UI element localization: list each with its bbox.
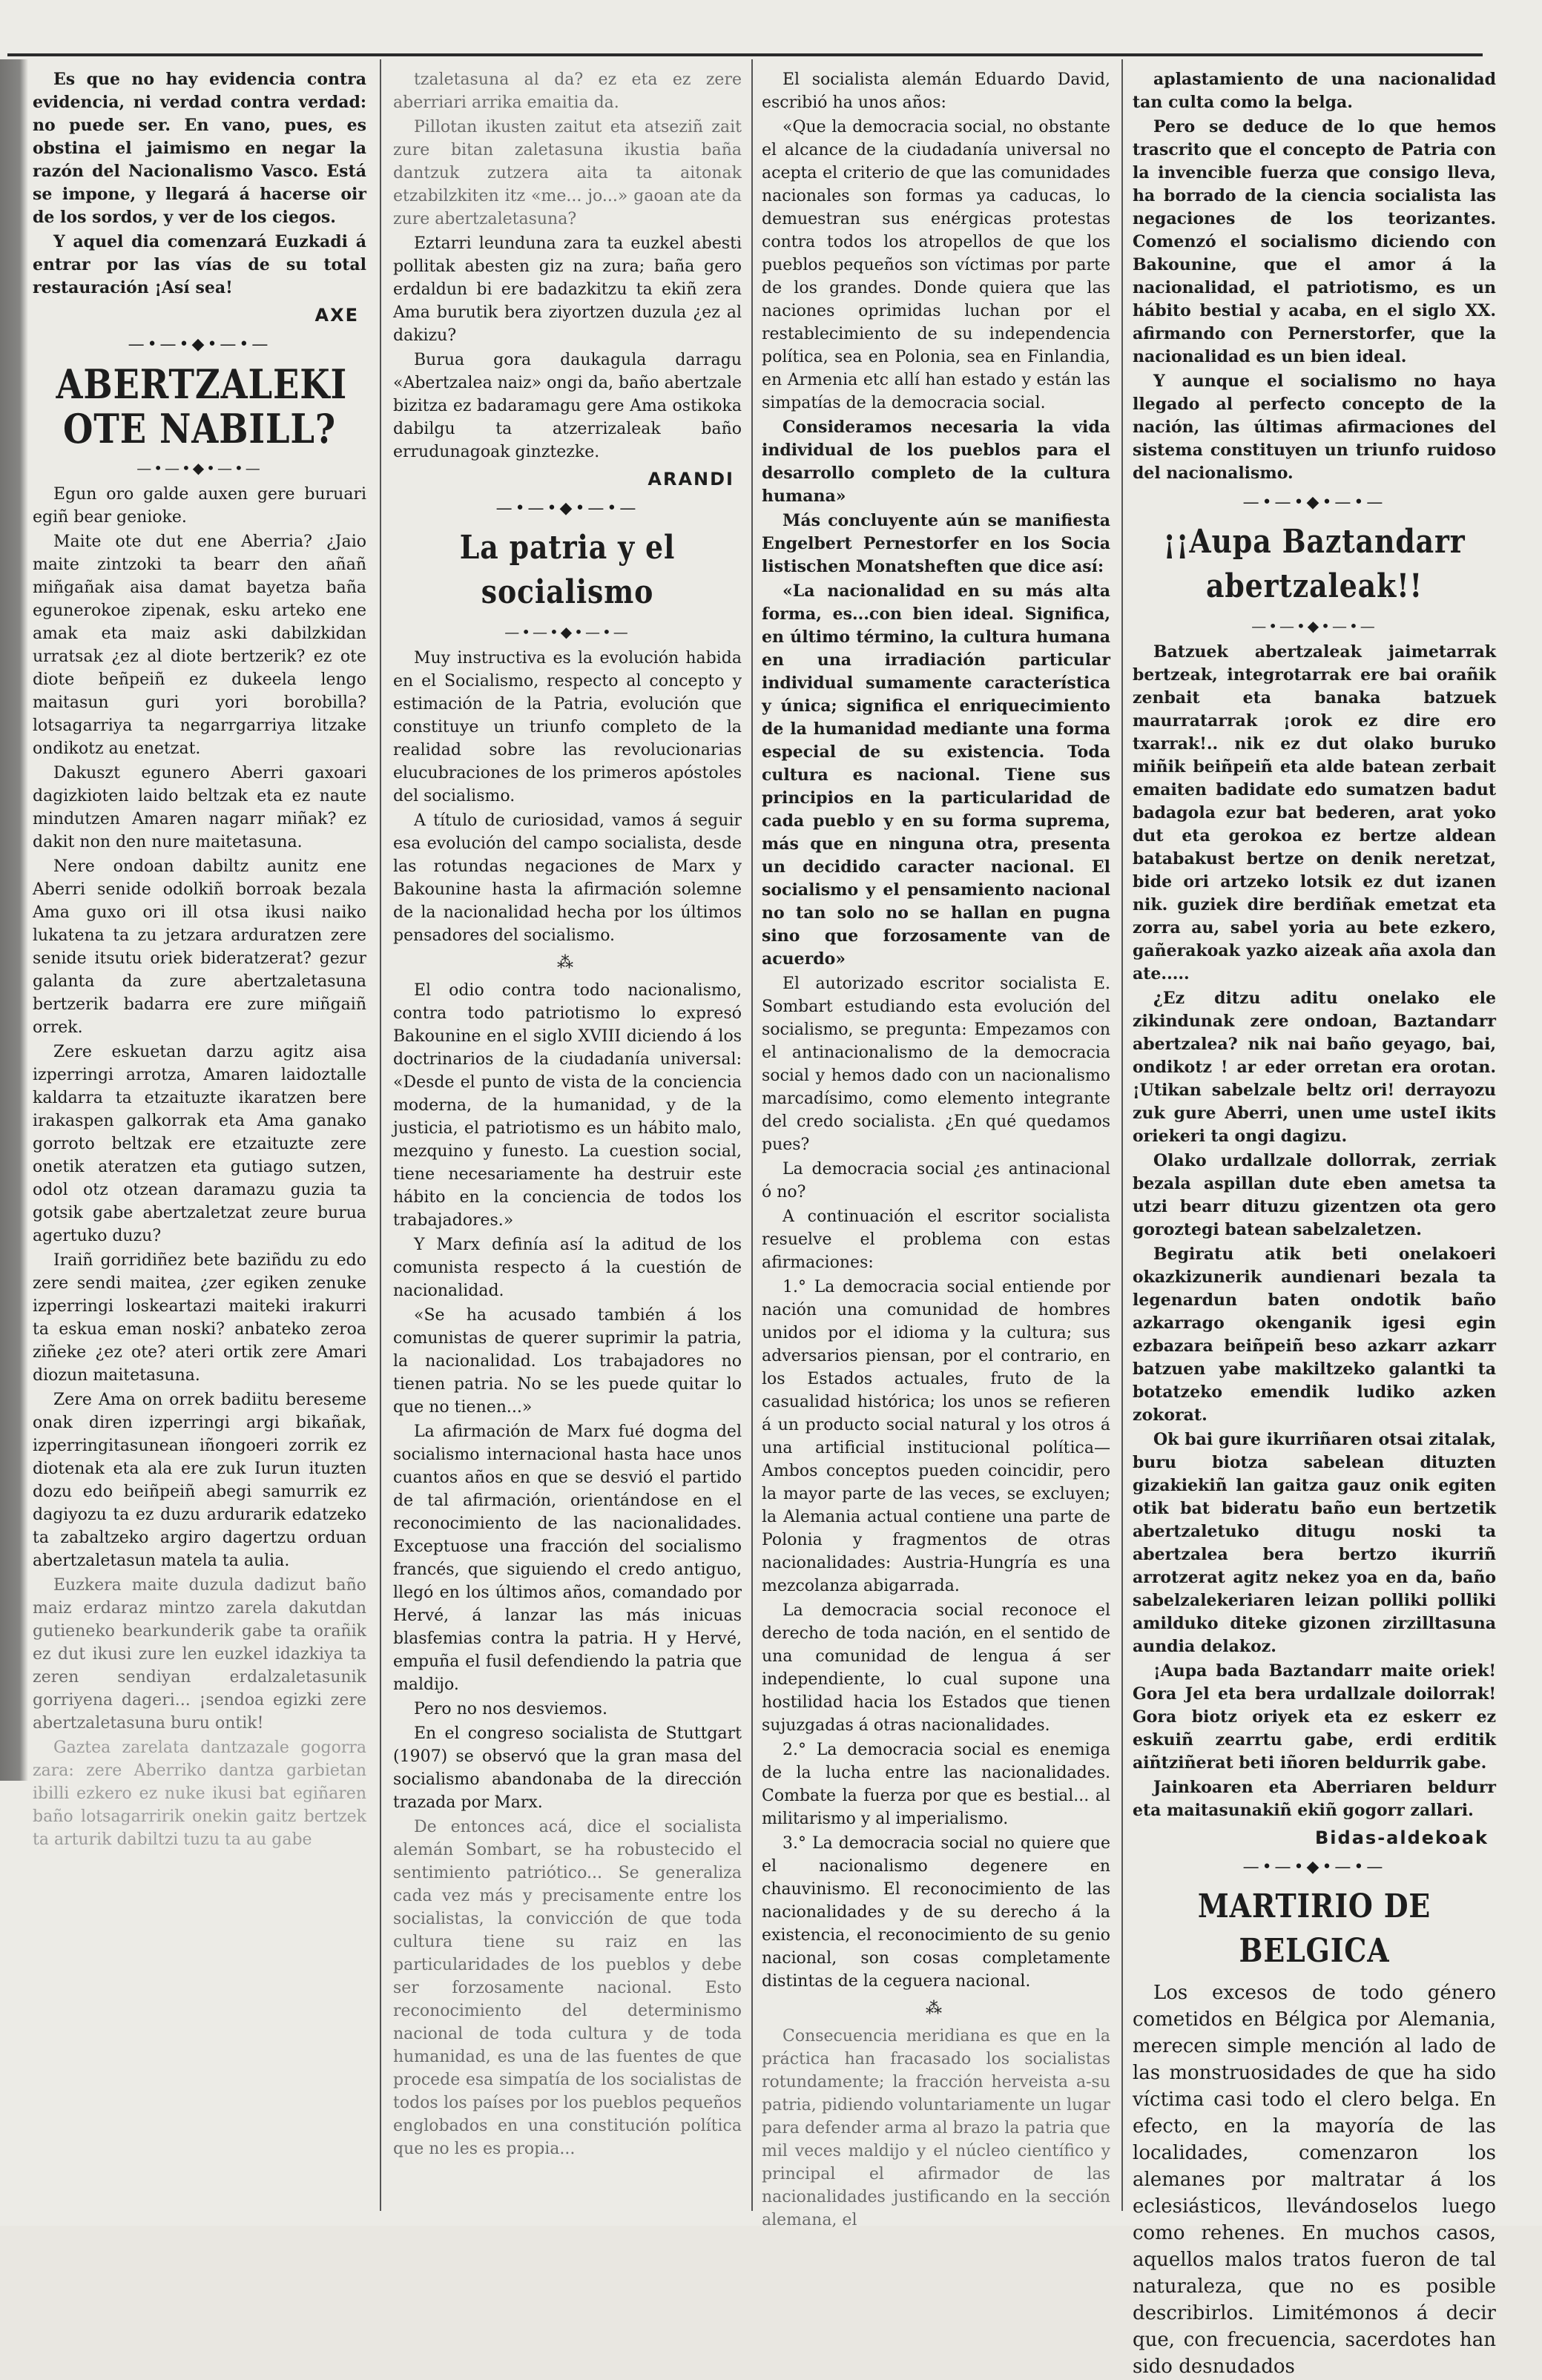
- paragraph: Maite ote dut ene Aberria? ¿Jaio maite zintzoki ta bearr den añañ miñgañak aisa damat bayetza baña egunerokoe zipenak, esku arteko ene amak eta maiz aski dabilzkidan urratsak ¿ez al diote bertzerik? ez ote diote beñpeiñ ez dukeela lengo maitasun guri yori borobilla? lotsagarriya ta negarrgarriya litzake ondikotz au enetzat.: [33, 533, 366, 758]
- paragraph: El autorizado escritor socialista E. Sombart estudiando esta evolución del socialismo, se pregunta: Empezamos con el antinacionalismo de la democracia social y hemos dado con un nacionalismo marcadísimo, como elemento integrante del credo socialista. ¿En qué quedamos pues?: [762, 975, 1110, 1154]
- paragraph: Y aquel dia comenzará Euzkadi á entrar por las vías de su total restauración ¡Así sea!: [33, 232, 366, 297]
- ornament-divider: —•—•◆•—•—: [136, 459, 263, 477]
- signature: Bidas-aldekoak: [1315, 1827, 1489, 1848]
- paragraph: A título de curiosidad, vamos á seguir esa evolución del campo socialista, desde las rotundas negaciones de Marx y Bakounine hasta la afirmación solemne de la nacionalidad hecha por los últimos pensadores del socialismo.: [393, 811, 742, 945]
- ornament-divider: —•—•◆•—•—: [495, 499, 639, 518]
- paragraph: Nere ondoan dabiltz aunitz ene Aberri senide odolkiñ borroak bezala Ama guxo ori ill otsa ikusi naiko lukatena ta zu jetzara arduratzen zere senide itsutu oriek bideratzerat? gezur galanta da zure abertzaletasuna bertzerik badarra ere zure miñgaiñ orrek.: [33, 857, 366, 1037]
- column-2: [393, 68, 742, 2211]
- paragraph: Pero no nos desviemos.: [414, 1700, 607, 1718]
- paragraph: 1.° La democracia social entiende por nación una comunidad de hombres unidos por el idioma y la cultura; sus adversarios piensan, por el contrario, en los Estados actuales, fruto de la casualidad histórica; los unos se refieren á un producto social natural y los otros á una artificial institucional política—Ambos conceptos pueden coincidir, pero la mayor parte de las veces, se excluyen; la Alemania actual contiene una parte de Polonia y fragmentos de otras nacionalidades: Austria-Hungría es una mezcolanza abigarrada.: [762, 1278, 1110, 1595]
- asterism: ⁂: [557, 954, 578, 972]
- paragraph: Eztarri leunduna zara ta euzkel abesti pollitak abesten giz na zura; baña gero erdaldun bi ere badazkitzu ta ekiñ zera Ama burutik bera ziyortzen duzula ¿ez al dakizu?: [393, 234, 742, 345]
- paragraph: A continuación el escritor socialista resuelve el problema con estas afirmaciones:: [762, 1207, 1110, 1272]
- paragraph: Muy instructiva es la evolución habida en el Socialismo, respecto al concepto y estimación de la Patria, evolución que constituye un triunfo completo de la realidad sobre las revolucionarias elucubraciones de los primeros apóstoles del socialismo.: [393, 649, 742, 805]
- column-divider: [1121, 59, 1123, 2211]
- paragraph: Y aunque el socialismo no haya llegado al perfecto concepto de la nación, las últimas afirmaciones del sistema constituyen un triunfo ruidoso del nacionalismo.: [1133, 372, 1496, 483]
- paragraph: aplastamiento de una nacionalidad tan culta como la belga.: [1133, 70, 1496, 112]
- ornament-divider: —•—•◆•—•—: [504, 623, 630, 641]
- paragraph: Pillotan ikusten zaitut eta atseziñ zait zure bitan zaletasuna ikustia baña dantzuk zutzera aita ta aitonak etzabilzkiten itz «me... jo...» gaoan ate da zure abertzaletasuna?: [393, 118, 742, 228]
- paragraph: Batzuek abertzaleak jaimetarrak bertzeak, integrotarrak ere bai orañik zenbait eta banaka batzuek maurratarrak ¡orok ez dire ero txarrak!.. nik ez dut olako buruko miñik beiñpeiñ eta alde batean zerbait emaiten badidate edo sumatzen badut badagola ezur bat bederen, arat yoko dut eta gerokoa ez bertze aldean batabakust bertze on denik neretzat, bide ori artzeko lotsik ez dut izanen nik. guziek dire berdiñak emetzat eta zorra au, sabel yoria au bete ezkero, gañerakoak yazko aizeak aña axola dan ate.....: [1133, 642, 1496, 983]
- paragraph: Los excesos de todo género cometidos en Bélgica por Alemania, merecen simple mención al lado de las monstruosidades de que ha sido víctima casi todo el clero belga. En efecto, en la mayoría de las localidades, comenzaron los alemanes por maltratar á los eclesiásticos, llevándoselos luego como rehenes. En muchos casos, aquellos malos tratos fueron de tal naturaleza, que no es posible describirlos. Limitémonos á decir que, con frecuencia, sacerdotes han sido desnudados: [1133, 1982, 1496, 2378]
- paragraph: 3.° La democracia social no quiere que el nacionalismo degenere en chauvinismo. El reconocimiento de las nacionalidades y de su derecho á la existencia, el reconocimiento de su genio nacional, son cosas completamente distintas de la ceguera nacional.: [762, 1834, 1110, 1991]
- paragraph: Iraiñ gorridiñez bete baziñdu zu edo zere sendi maitea, ¿zer egiken zenuke izperringi loskeartazi maiteki irakurri ta eskua eman noski? anbateko zeroa ziñeke ¿ez ote? ateri ortik zere Amari diozun maitetasuna.: [33, 1251, 366, 1385]
- paragraph: Y Marx definía así la aditud de los comunista respecto á la cuestión de nacionalidad.: [393, 1236, 742, 1300]
- ornament-divider: —•—•◆•—•—: [1251, 617, 1377, 635]
- paragraph: Jainkoaren eta Aberriaren beldurr eta maitasunakiñ ekiñ gogorr zallari.: [1133, 1778, 1496, 1820]
- article-headline: La patria y el socialismo: [459, 529, 676, 611]
- page-edge-shadow: [0, 59, 28, 1781]
- paragraph: tzaletasuna al da? ez eta ez zere aberriari arrika emaitia da.: [393, 70, 742, 112]
- signature: ARANDI: [648, 469, 734, 489]
- paragraph: «Se ha acusado también á los comunistas de querer suprimir la patria, la nacionalidad. Los trabajadores no tienen patria. No se les puede quitar lo que no tienen...»: [393, 1306, 742, 1417]
- paragraph: En el congreso socialista de Stuttgart (1907) se observó que la gran masa del socialismo abandonaba de la dirección trazada por Marx.: [393, 1724, 742, 1812]
- paragraph: El odio contra todo nacionalismo, contra todo patriotismo lo expresó Bakounine en el siglo XVIII diciendo á los doctrinarios de la ciudadanía universal: «Desde el punto de vista de la conciencia moderna, de la humanidad, y de la justicia, el patriotismo es un hábito malo, mezquino y funesto. La cuestion social, tiene necesariamente ha destruir este hábito en la conciencia de todos los trabajadores.»: [393, 981, 742, 1230]
- paragraph: Zere Ama on orrek badiitu bereseme onak diren izperringi argi bikañak, izperringitasunean iñongoeri zorrik ez diotenak eta ala ere zuk Iurun ituzten dozu edo beiñpeiñ abegi samurrik ez dagiyozu ta ez duzu ardurarik edatzeko ta zabaltzeko argiro dagertzu orduan abertzaletasun matela ta aulia.: [33, 1391, 366, 1570]
- article-headline: MARTIRIO DE BELGICA: [1197, 1888, 1431, 1970]
- paragraph: ¡Aupa bada Baztandarr maite oriek! Gora Jel eta bera urdallzale doilorrak! Gora biotz oriyek eta ez eskerr ez eskuiñ zearrtu gabe, erdi erditik aiñtziñerat beti iñoren beldurrik gabe.: [1133, 1661, 1496, 1773]
- column-divider: [751, 59, 753, 2211]
- column-1: [33, 68, 366, 2211]
- paragraph: Zere eskuetan darzu agitz aisa izperringi arrotza, Amaren laidoztalle kaldarra ta etzaituzte ikaratzen bere irakaspen galkorrak eta Ama ganako gorroto beltzak ere etzaituzte zere onetik ateratzen eta gutiago sutzen, odol otz otzean daramazu guzia ta gotsik gabe abertzaletzat zeure burua agertuko duzu?: [33, 1043, 366, 1245]
- paragraph: «La nacionalidad en su más alta forma, es...con bien ideal. Significa, en último término, la cultura humana en una irradiación particular individual sumamente característica y única; significa el enriquecimiento de la humanidad mediante una forma especial de su existencia. Toda cultura es nacional. Tiene sus principios en la particularidad de cada pueblo y en su forma suprema, más que en ninguna otra, presenta un decidido caracter nacional. El socialismo y el pensamiento nacional no tan solo no se hallan en pugna sino que forzosamente van de acuerdo»: [762, 581, 1110, 969]
- paragraph: Ok bai gure ikurriñaren otsai zitalak, buru biotza sabelean dituzten gizakiekiñ lan gaitza gauz onik egiten otik bat bideratu baño eun bertzetik abertzaletuko ditugu noski ta abertzalea bera bertzo ikurriñ arrotzerat agitz nekez yoa en da, baño sabelzalekeriaren leizan polliki polliki amilduko diteke gizonen zirzilltasuna aundia delakoz.: [1133, 1430, 1496, 1656]
- asterism: ⁂: [926, 2000, 946, 2018]
- paragraph: La afirmación de Marx fué dogma del socialismo internacional hasta hace unos cuantos años en que se desvió el partido de tal afirmación, orientándose en el reconocimiento de las nacionalidades. Exceptuose una fracción del socialismo francés, que siguiendo el credo antiguo, llegó en los últimos años, comandado por Hervé, á lanzar las más inicuas blasfemias contra la patria. H y Hervé, empuña el fusil defendiendo la patria que maldijo.: [393, 1423, 742, 1694]
- paragraph: Es que no hay evidencia contra evidencia, ni verdad contra verdad: no puede ser. En vano, pues, es obstina el jaimismo en negar la razón del Nacionalismo Vasco. Está se impone, y llegará á hacerse oir de los sordos, y ver de los ciegos.: [33, 70, 366, 227]
- paragraph: Pero se deduce de lo que hemos trascrito que el concepto de Patria con la invencible fuerza que consigo lleva, ha borrado de la ciencia socialista las negaciones de los teorizantes. Comenzó el socialismo diciendo con Bakounine, que el amor á la nacionalidad, el patriotismo, es un hábito bestial y acaba, en el siglo XX. afirmando con Pernerstorfer, que la nacionalidad es un bien ideal.: [1133, 117, 1496, 366]
- paragraph: Egun oro galde auxen gere buruari egiñ bear genioke.: [33, 485, 366, 527]
- paragraph: Begiratu atik beti onelakoeri okazkizunerik aundienari bezala ta legenardun baten ondotik baño azkarrago okenganik igesi egin ezbazara beiñpeiñ beso azkarr azkarr batzuen yabe makiltzeko galantki ta botatzeko emendik ludiko azken zokorat.: [1133, 1245, 1496, 1425]
- ornament-divider: —•—•◆•—•—: [1242, 1858, 1386, 1876]
- signature: AXE: [314, 305, 359, 326]
- paragraph: 2.° La democracia social es enemiga de la lucha entre las nacionalidades. Combate la fuerza por que es bestial... al militarismo y al imperialismo.: [762, 1741, 1110, 1828]
- paragraph: Más concluyente aún se manifiesta Engelbert Pernestorfer en los Socia listischen Monatsheften que dice así:: [762, 511, 1110, 576]
- column-divider: [380, 59, 381, 2211]
- paragraph: Consideramos necesaria la vida individual de los pueblos para el desarrollo completo de la cultura humana»: [762, 418, 1110, 506]
- paragraph: Gaztea zarelata dantzazale gogorra zara: zere Aberriko dantza garbietan ibilli ezkero ez nuke ikusi bat egiñaren baño lotsagarririk onekin gaitz bertzek ta arturik dabiltzi tuzu ta au gabe: [33, 1738, 366, 1849]
- paragraph: Olako urdallzale dollorrak, zerriak bezala aspillan dute eben ametsa ta utzi bearr dituzu gizentzen ota gero goroztegi batean sabelzaletzen.: [1133, 1151, 1496, 1239]
- ornament-divider: —•—•◆•—•—: [1242, 493, 1386, 512]
- paragraph: Consecuencia meridiana es que en la práctica han fracasado los socialistas rotundamente; la fracción herveista a-su patria, pidiendo voluntariamente un lugar para defender arma al brazo la patria que mil veces maldijo y el núcleo científico y principal el afirmador de las nacionalidades justificando en la sección alemana, el: [762, 2027, 1110, 2229]
- article-headline: ¡¡Aupa Baztandarr abertzaleak!!: [1163, 523, 1466, 605]
- paragraph: El socialista alemán Eduardo David, escribió ha unos años:: [762, 70, 1110, 112]
- paragraph: La democracia social reconoce el derecho de toda nación, en el sentido de una comunidad de lengua á ser independiente, lo cual supone una hostilidad hacia los Estados que tienen sujuzgadas á otras nacionalidades.: [762, 1601, 1110, 1735]
- paragraph: La democracia social ¿es antinacional ó no?: [762, 1160, 1110, 1201]
- paragraph: Burua gora daukagula darragu «Abertzalea naiz» ongi da, baño abertzale bizitza ez badaramagu gere Ama ostikoka dabilgu ta atzerrizaleak baño errudunagoak ginztezke.: [393, 351, 742, 461]
- article-headline: ABERTZALEKI OTE NABILL?: [56, 360, 348, 452]
- paragraph: «Que la democracia social, no obstante el alcance de la ciudadanía universal no acepta el criterio de que las comunidades nacionales son formas ya caducas, lo demuestran sus enérgicas protestas contra todos los atropellos de que los pueblos pequeños son víctimas por parte de los grandes. Donde quiera que las naciones oprimidas luchan por el restablecimiento de su independencia política, sea en Polonia, sea en Finlandia, en Armenia etc allí han estado y están las simpatías de la democracia social.: [762, 118, 1110, 412]
- column-3: [762, 68, 1110, 2229]
- top-rule: [7, 53, 1483, 56]
- paragraph: Euzkera maite duzula dadizut baño maiz erdaraz mintzo zarela dakutdan gutieneko bearkunderik gabe ta orañik ez dut ikusi zure len euzkel idazkiya ta zeren sendiyan erdalzaletasunik gorriyena dageri... ¡sendoa egizki zere abertzaletasuna buru ontik!: [33, 1576, 366, 1733]
- column-4: [1133, 68, 1496, 2378]
- paragraph: De entonces acá, dice el socialista alemán Sombart, se ha robustecido el sentimiento patriótico... Se generaliza cada vez más y precisamente entre los socialistas, la convicción de que toda cultura tiene su raiz en las particularidades de los pueblos y debe ser forzosamente nacional. Esto reconocimiento del determinismo nacional de toda cultura y de toda humanidad, es una de las fuentes de que procede esa simpatía de los socialistas de todos los países por los pueblos pequeños englobados en una constitución política que no les es propia...: [393, 1818, 742, 2158]
- paragraph: Dakuszt egunero Aberri gaxoari dagizkioten laido beltzak eta ez naute mindutzen Amaren nagarr miñak? ez dakit non den nure maitetasuna.: [33, 764, 366, 851]
- paragraph: ¿Ez ditzu aditu onelako ele zikindunak zere ondoan, Baztandarr abertzalea? nik nai baño geyago, bai, ondikotz ! ar eder orretan era orotan. ¡Utikan sabelzale beltz ori! derrayozu zuk gure Aberri, unen ume usteI ikits oriekeri ta ongi dagizu.: [1133, 989, 1496, 1146]
- ornament-divider: —•—•◆•—•—: [128, 335, 271, 354]
